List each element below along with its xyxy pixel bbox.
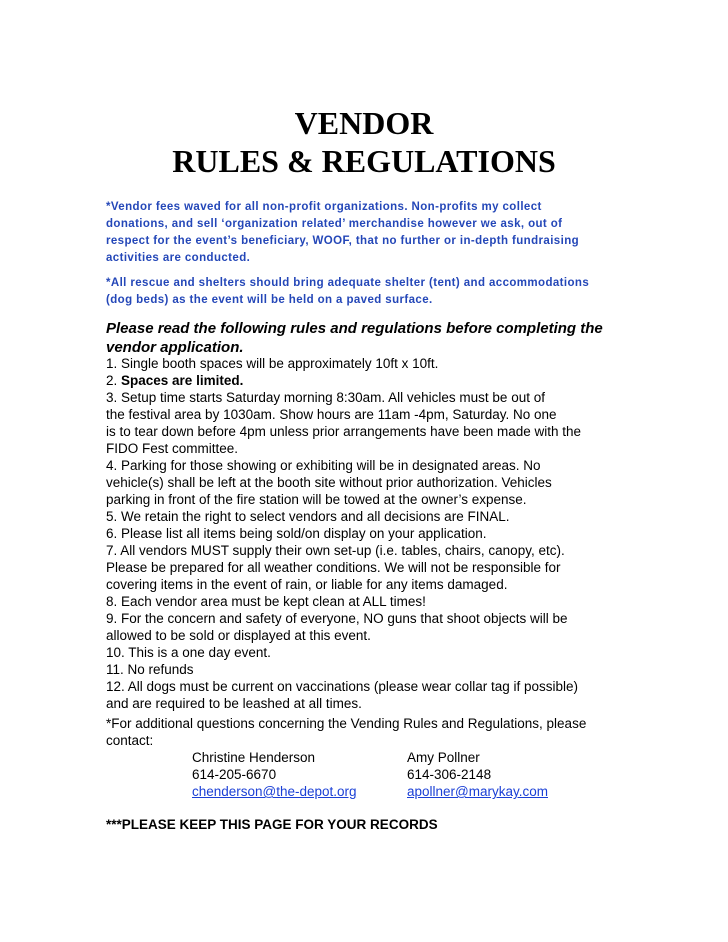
rule-line: 7. All vendors MUST supply their own set-up (i.e. tables, chairs, canopy, etc). bbox=[106, 543, 565, 558]
contact-intro-line: *For additional questions concerning the Vending Rules and Regulations, please bbox=[106, 716, 587, 731]
fee-waiver-notice bbox=[106, 199, 616, 267]
rule-line: 12. All dogs must be current on vaccinations (please wear collar tag if possible) bbox=[106, 679, 578, 694]
contact-intro bbox=[106, 715, 626, 749]
rules-list bbox=[106, 355, 626, 712]
title-line-2: RULES & REGULATIONS bbox=[172, 143, 556, 179]
rule-line bbox=[106, 372, 626, 389]
shelter-notice bbox=[106, 275, 616, 309]
rule-line: FIDO Fest committee. bbox=[106, 441, 239, 456]
notice-line: activities are conducted. bbox=[106, 252, 251, 264]
contact-intro-line: contact: bbox=[106, 733, 154, 748]
rule-line: vehicle(s) shall be left at the booth site without prior authorization. Vehicles bbox=[106, 475, 552, 490]
rule-line: 5. We retain the right to select vendors and all decisions are FINAL. bbox=[106, 509, 510, 524]
contact-name: Christine Henderson bbox=[192, 750, 316, 765]
notice-line: *All rescue and shelters should bring adequate shelter (tent) and accommodations bbox=[106, 277, 590, 289]
contact-card-amy bbox=[407, 749, 548, 800]
rules-intro bbox=[106, 319, 616, 357]
notice-line: donations, and sell ‘organization related’ merchandise however we ask, out of bbox=[106, 218, 563, 230]
rule-line: 8. Each vendor area must be kept clean at ALL times! bbox=[106, 594, 426, 609]
rule-number: 2. bbox=[106, 373, 122, 388]
rule-line: covering items in the event of rain, or liable for any items damaged. bbox=[106, 577, 508, 592]
notice-line: (dog beds) as the event will be held on a paved surface. bbox=[106, 294, 433, 306]
contact-phone: 614-306-2148 bbox=[407, 767, 492, 782]
rule-line: parking in front of the fire station will be towed at the owner’s expense. bbox=[106, 492, 527, 507]
rule-line: 10. This is a one day event. bbox=[106, 645, 271, 660]
intro-line: vendor application. bbox=[106, 339, 244, 356]
rule-line: 4. Parking for those showing or exhibiting will be in designated areas. No bbox=[106, 458, 541, 473]
rule-line: allowed to be sold or displayed at this event. bbox=[106, 628, 371, 643]
contact-card-christine bbox=[192, 749, 357, 800]
rule-line: 3. Setup time starts Saturday morning 8:30am. All vehicles must be out of bbox=[106, 390, 545, 405]
rule-line: Please be prepared for all weather conditions. We will not be responsible for bbox=[106, 560, 561, 575]
keep-records-note: ***PLEASE KEEP THIS PAGE FOR YOUR RECORDS bbox=[106, 817, 438, 832]
notice-line: respect for the event’s beneficiary, WOOF, that no further or in-depth fundraising bbox=[106, 235, 580, 247]
rule-line: the festival area by 1030am. Show hours are 11am -4pm, Saturday. No one bbox=[106, 407, 557, 422]
rule-line: 6. Please list all items being sold/on display on your application. bbox=[106, 526, 487, 541]
notice-line: *Vendor fees waved for all non-profit organizations. Non-profits my collect bbox=[106, 201, 542, 213]
contact-email-link[interactable]: chenderson@the-depot.org bbox=[192, 784, 357, 799]
rule-line: 1. Single booth spaces will be approximately 10ft x 10ft. bbox=[106, 356, 439, 371]
contact-name: Amy Pollner bbox=[407, 750, 480, 765]
rule-emphasis: Spaces are limited. bbox=[121, 373, 244, 388]
intro-line: Please read the following rules and regulations before completing the bbox=[106, 320, 603, 337]
contact-phone: 614-205-6670 bbox=[192, 767, 277, 782]
rule-line: 9. For the concern and safety of everyone, NO guns that shoot objects will be bbox=[106, 611, 568, 626]
rule-line: and are required to be leashed at all times. bbox=[106, 696, 362, 711]
contact-email-link[interactable]: apollner@marykay.com bbox=[407, 784, 548, 799]
rule-line: is to tear down before 4pm unless prior arrangements have been made with the bbox=[106, 424, 582, 439]
rule-line: 11. No refunds bbox=[106, 662, 194, 677]
title-line-1: VENDOR bbox=[294, 105, 434, 141]
